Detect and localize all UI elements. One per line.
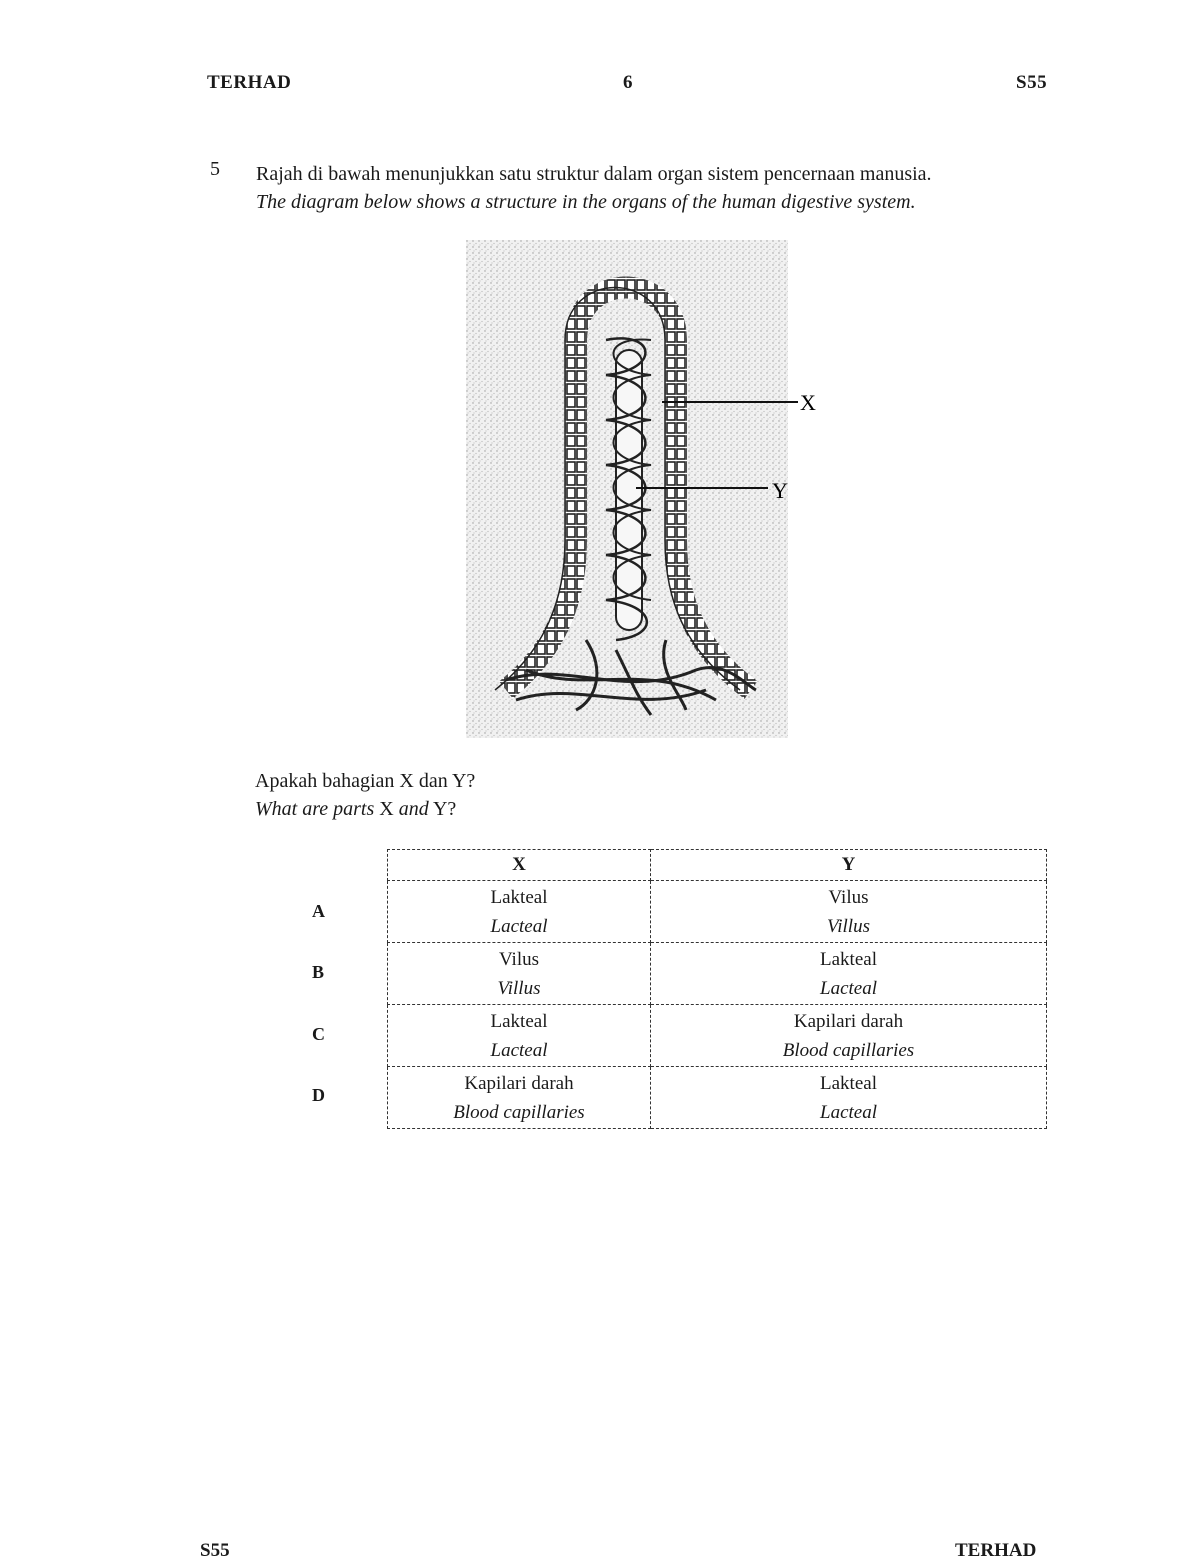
label-x: X [800,390,816,415]
column-header-x: X [388,850,651,881]
cell-y: Kapilari darah Blood capillaries [651,1005,1047,1067]
option-letter-b: B [312,962,325,982]
option-letter-d: D [312,1085,325,1105]
sub-question-malay: Apakah bahagian X dan Y? [255,770,476,792]
cell-y: Vilus Villus [651,881,1047,943]
column-header-y: Y [651,850,1047,881]
table-row [388,1005,1047,1067]
question-number: 5 [210,158,220,180]
question-text [256,160,932,216]
header-restricted-label: TERHAD [207,72,292,93]
cell-x: Vilus Villus [388,943,651,1005]
cell-y: Lakteal Lacteal [651,1067,1047,1129]
table-row [388,943,1047,1005]
question-text-malay: Rajah di bawah menunjukkan satu struktur dalam organ sistem pencernaan manusia. [256,163,932,185]
cell-x: Lakteal Lacteal [388,1005,651,1067]
villus-diagram [466,240,846,740]
option-letter-a: A [312,901,325,921]
villus-diagram-svg [466,240,846,740]
sub-question-english: What are parts X and Y? [255,798,457,820]
lacteal-tube [616,350,642,630]
cell-x: Lakteal Lacteal [388,881,651,943]
page-number: 6 [623,72,633,93]
label-y: Y [772,478,788,503]
question-text-english: The diagram below shows a structure in the organs of the human digestive system. [256,191,916,213]
footer-restricted-label: TERHAD [955,1540,1037,1561]
table-header-row [388,850,1047,881]
cell-y: Lakteal Lacteal [651,943,1047,1005]
footer-paper-code: S55 [200,1540,230,1561]
paper-code: S55 [1016,72,1048,93]
table-row [388,1067,1047,1129]
sub-question [255,767,475,823]
answer-options-table [387,849,1047,1129]
table-row [388,881,1047,943]
option-letter-c: C [312,1024,325,1044]
cell-x: Kapilari darah Blood capillaries [388,1067,651,1129]
